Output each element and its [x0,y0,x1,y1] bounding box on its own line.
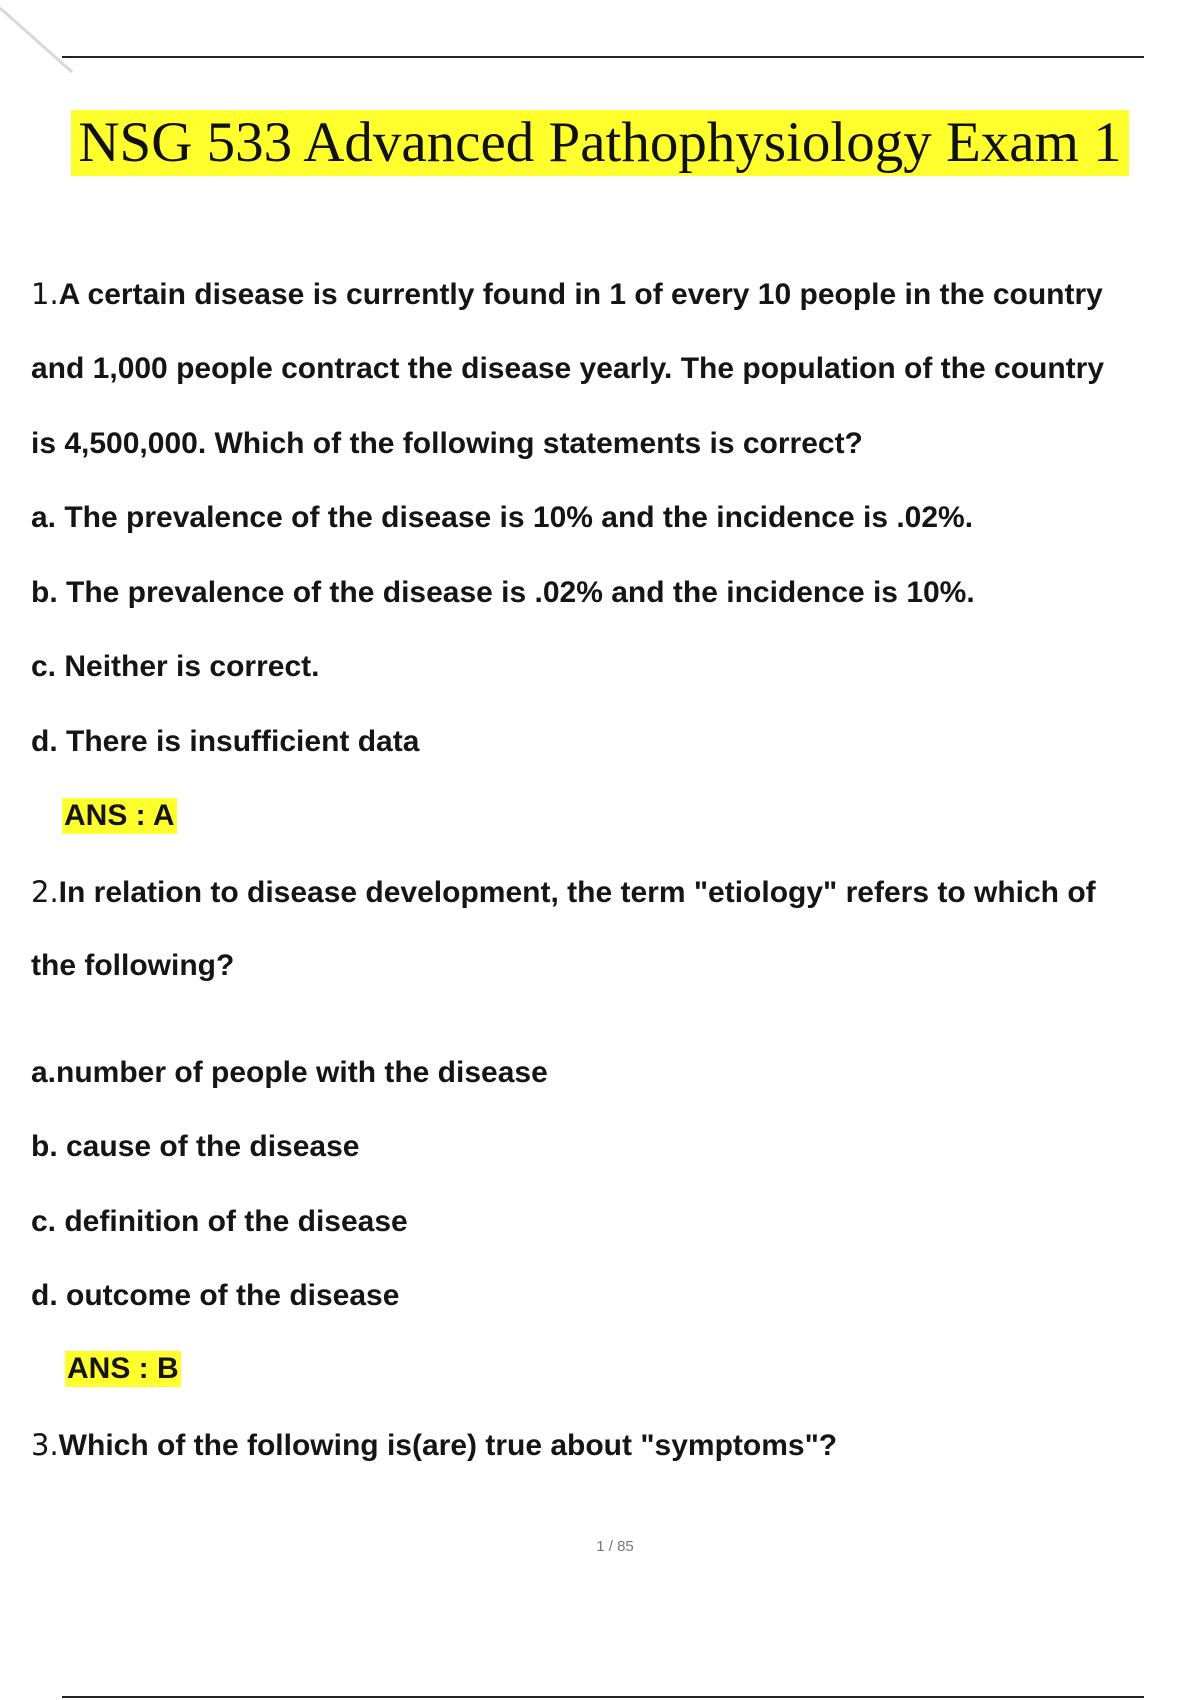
question-1-stem-line-3: is 4,500,000. Which of the following statements is correct? [31,427,863,460]
question-2-stem-line-1: 2.In relation to disease development, the term "etiology" refers to which of [31,875,1096,909]
question-2-option-c: c. definition of the disease [31,1205,408,1238]
document-title: NSG 533 Advanced Pathophysiology Exam 1 [71,110,1128,176]
answer-highlight: ANS : B [67,1352,179,1385]
question-1-option-a: a. The prevalence of the disease is 10% and the incidence is .02%. [31,501,974,534]
question-3-stem-line-1: 3.Which of the following is(are) true about "symptoms"? [31,1428,838,1462]
question-1-number: 1. [31,277,59,311]
question-1-stem-line-1: 1.A certain disease is currently found in 1 of every 10 people in the country [31,277,1103,311]
question-2-option-b: b. cause of the disease [31,1130,360,1163]
question-2-number: 2. [31,875,59,909]
bottom-divider [62,1696,1144,1698]
question-1-answer [62,798,177,834]
title-container [0,110,1200,176]
question-1-stem-line-2: and 1,000 people contract the disease yearly. The population of the country [31,352,1105,385]
question-2-option-d: d. outcome of the disease [31,1279,400,1312]
question-2-stem-line-2: the following? [31,949,235,982]
page-curl-mark [0,0,80,80]
question-3-number: 3. [31,1428,59,1462]
answer-highlight: ANS : A [64,799,175,832]
question-1-option-d: d. There is insufficient data [31,725,420,758]
page-indicator: 1 / 85 [596,1538,634,1555]
question-2-option-a: a.number of people with the disease [31,1056,548,1089]
question-1-option-b: b. The prevalence of the disease is .02% and the incidence is 10%. [31,576,975,609]
question-2-answer [65,1351,181,1387]
top-divider [62,56,1144,58]
question-1-option-c: c. Neither is correct. [31,650,320,683]
